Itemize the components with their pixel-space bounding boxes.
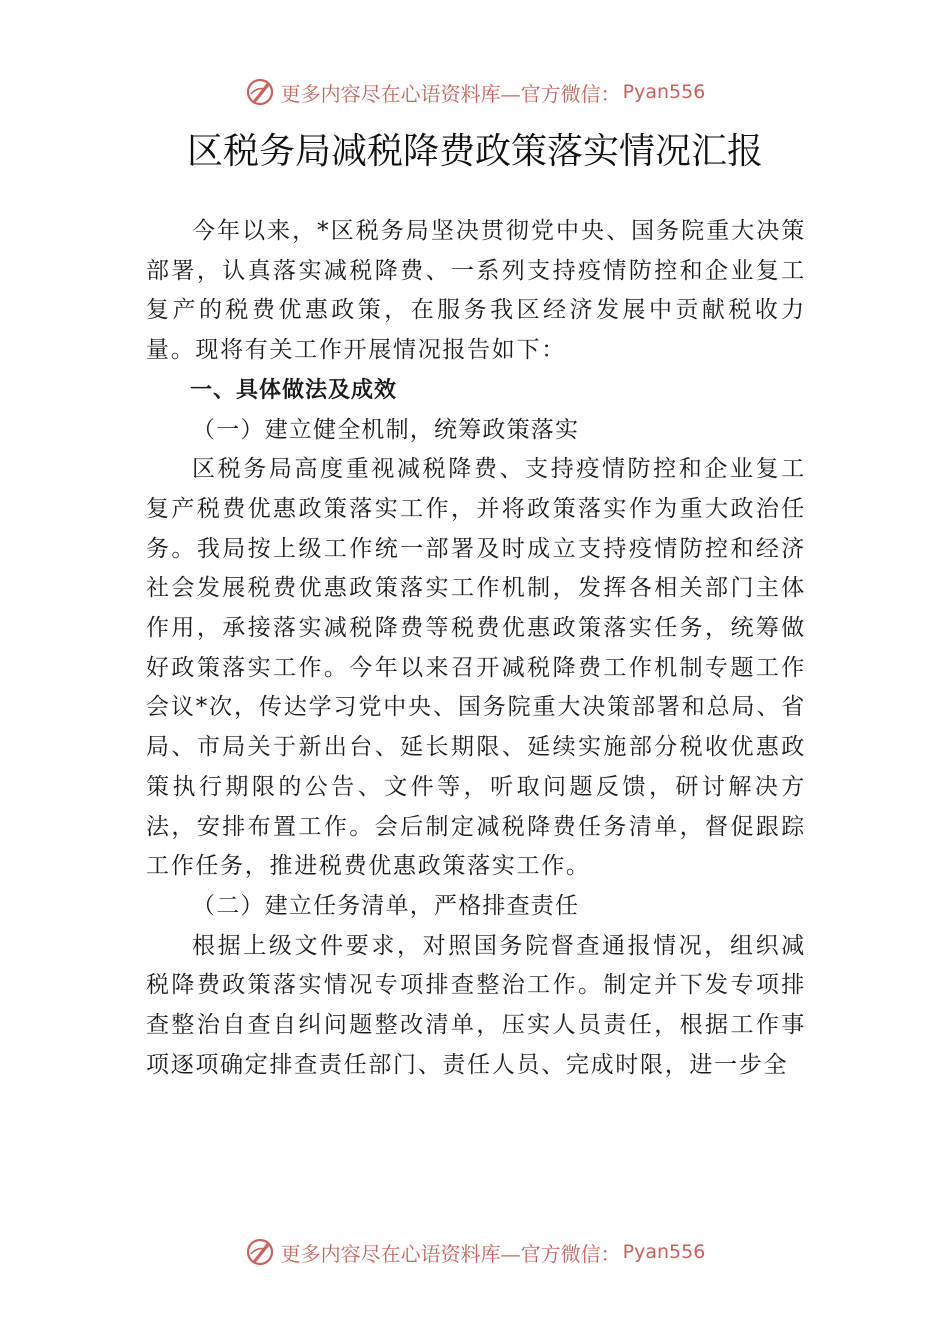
subsection-heading-2: （二）建立任务清单，严格排查责任 <box>192 892 580 919</box>
watermark-header <box>0 72 950 112</box>
subsection-heading-1: （一）建立健全机制，统筹政策落实 <box>192 416 580 443</box>
section-heading-1: 一、具体做法及成效 <box>190 377 398 403</box>
document-body <box>146 212 806 1085</box>
watermark-text: 更多内容尽在心语资料库—官方微信： <box>280 1241 621 1266</box>
document-title: 区税务局减税降费政策落实情况汇报 <box>186 131 763 172</box>
watermark-wechat-id: Pyan556 <box>622 1241 706 1263</box>
quill-logo-icon <box>245 77 275 107</box>
watermark-text: 更多内容尽在心语资料库—官方微信： <box>280 81 621 106</box>
watermark-wechat-id: Pyan556 <box>622 81 706 103</box>
paragraph-intro: 今年以来，*区税务局坚决贯彻党中央、国务院重大决策部署，认真落实减税降费、一系列支持疫情防控和企业复工复产的税费优惠政策，在服务我区经济发展中贡献税收力量。现将有关工作开展情况报告如下： <box>146 218 806 364</box>
watermark-footer <box>0 1232 950 1272</box>
paragraph-mechanism: 区税务局高度重视减税降费、支持疫情防控和企业复工复产税费优惠政策落实工作，并将政策落实作为重大政治任务。我局按上级工作统一部署及时成立支持疫情防控和经济社会发展税费优惠政策落实工作机制，发挥各相关部门主体作用，承接落实减税降费等税费优惠政策落实任务，统筹做好政策落实工作。今年以来召开减税降费工作机制专题工作会议*次，传达学习党中央、国务院重大决策部署和总局、省局、市局关于新出台、延长期限、延续实施部分税收优惠政策执行期限的公告、文件等，听取问题反馈，研讨解决方法，安排布置工作。会后制定减税降费任务清单，督促跟踪工作任务，推进税费优惠政策落实工作。 <box>146 456 806 880</box>
paragraph-task-list: 根据上级文件要求，对照国务院督查通报情况，组织减税降费政策落实情况专项排查整治工作。制定并下发专项排查整治自查自纠问题整改清单，压实人员责任，根据工作事项逐项确定排查责任部门、责任人员、完成时限，进一步全 <box>146 932 806 1078</box>
quill-logo-icon <box>245 1237 275 1267</box>
